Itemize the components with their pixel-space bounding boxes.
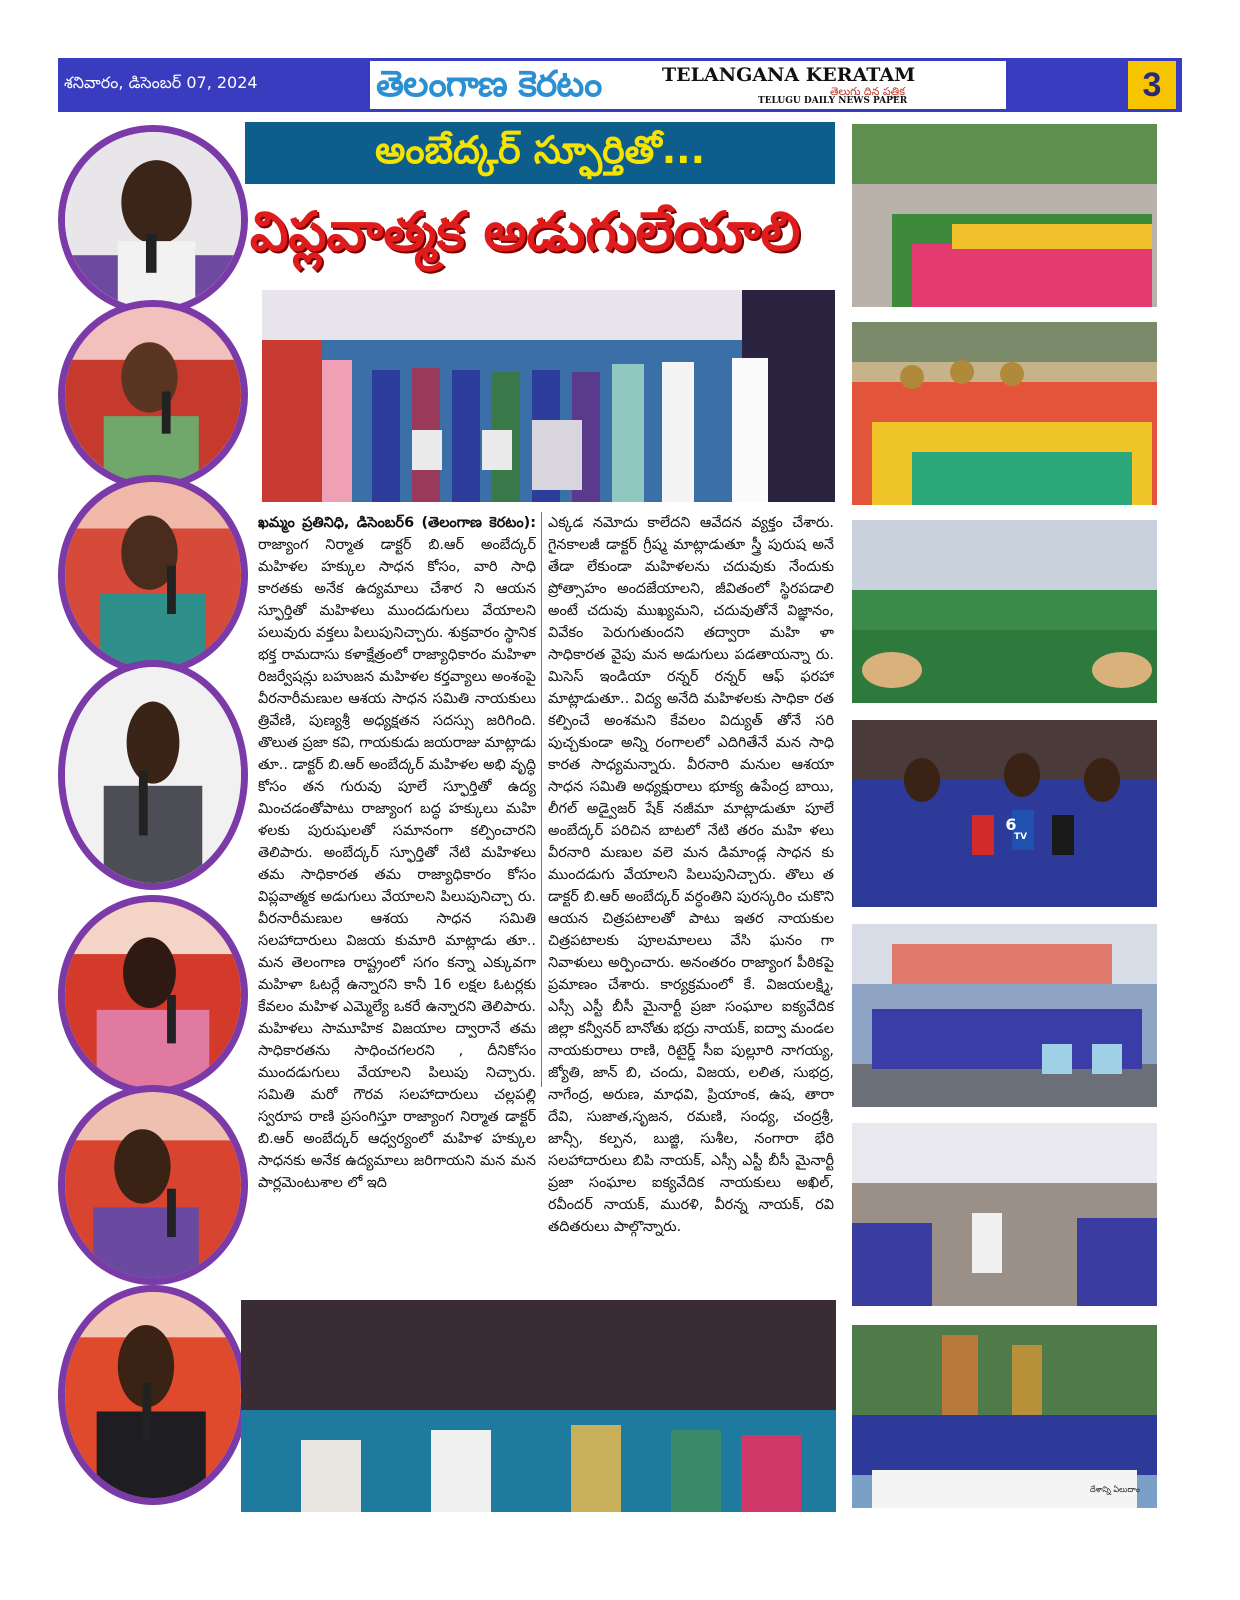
audience-photo-graphic bbox=[241, 1300, 836, 1512]
article-column-1-text: రాజ్యాంగ నిర్మాత డాక్టర్ బి.ఆర్ అంబేద్కర్ మహిళల హక్కుల సాధన కోసం, వారి సాధి కారతకు అనేక ఉద్యమాలు చేశార ని ఆయన స్ఫూర్తితో మహిళలు ముందడుగులు వేయాలని పలువురు వక్తలు పిలుపునిచ్చారు. శుక్రవారం స్థానిక భక్త రామదాసు కళాక్షేత్రంలో రాజ్యాధికారం మహిళా రిజర్వేషన్లు బహుజన మహిళల కర్తవ్యాలు అంశంపై వీరనారీమణుల ఆశయ సాధన సమితి నాయకులు త్రివేణి, పుణ్యశ్రీ అధ్యక్షతన సదస్సు జరిగింది. తొలుత ప్రజా కవి, గాయకుడు జయరాజు మాట్లాడు తూ.. డాక్టర్ బి.ఆర్ అంబేద్కర్ మహిళల అభి వృద్ధి కోసం తన గురువు పూలే స్ఫూర్తితో ఉద్య మించడంతోపాటు రాజ్యాంగ బద్ధ హక్కులు మహి ళలకు పురుషులతో సమానంగా కల్పించారని తెలిపారు. అంబేద్కర్ స్ఫూర్తితో నేటి మహిళలు తమ సాధికారత తమ రాజ్యాధికారం కోసం విప్లవాత్మక అడుగులు వేయాలని పిలుపునిచ్చా రు. వీరనారీమణుల ఆశయ సాధన సమితి సలహాదారులు విజయ కుమారి మాట్లాడు తూ.. మన తెలంగాణ రాష్ట్రంలో సగం కన్నా ఎక్కువగా మహిళా ఓటర్లే ఉన్నారని కానీ 16 లక్షల ఓటర్లకు కేవలం మహిళ ఎమ్మెల్యే ఒకరే ఉన్నారని తెలిపారు. మహిళలు సామూహిక విజయాల ద్వారానే తమ సాధికారతను సాధించగలరని , దీనికోసం ముందడుగులు వేయాలని పిలుపు నిచ్చారు. సమితి మరో గౌరవ సలహాదారులు చల్లపల్లి స్వరూప రాణి ప్రసంగిస్తూ రాజ్యాంగ నిర్మాత డాక్టర్ బి.ఆర్ అంబేద్కర్ ఆధ్వర్యంలో మహిళ హక్కుల సాధనకు అనేక ఉద్యమాలు జరిగాయని మన మన పార్లమెంటుశాల లో ఇది bbox=[258, 537, 536, 1191]
interview-photo-graphic bbox=[852, 720, 1157, 907]
portrait-photo-6 bbox=[65, 1092, 241, 1278]
headline-main: విప్లవాత్మక అడుగులేయాలి bbox=[249, 200, 801, 263]
portrait-speaker-5 bbox=[58, 895, 248, 1095]
portrait-speaker-2 bbox=[58, 300, 248, 490]
article-dateline: ఖమ్మం ప్రతినిధి, డిసెంబర్6 (తెలంగాణ కెరటం): bbox=[258, 515, 536, 531]
column-divider bbox=[541, 512, 542, 1087]
article-column-2 bbox=[548, 512, 834, 1238]
portrait-photo-7 bbox=[65, 1292, 241, 1498]
portrait-photo-3 bbox=[65, 482, 241, 668]
masthead-title-telugu: తెలంగాణ కెరటం bbox=[376, 64, 602, 105]
street-gathering-photo bbox=[852, 1123, 1157, 1306]
street-photo-graphic bbox=[852, 1123, 1157, 1306]
masthead bbox=[58, 58, 1182, 112]
masthead-title-english: TELANGANA KERATAM bbox=[662, 64, 916, 86]
audience-oath-photo bbox=[241, 1300, 836, 1512]
headline-kicker: అంబేద్కర్ స్ఫూర్తితో... bbox=[374, 128, 706, 172]
bonalu-procession-photo bbox=[852, 322, 1157, 505]
procession-photo bbox=[852, 124, 1157, 307]
masthead-tagline-telugu: తెలుగు దిన పత్రిక bbox=[830, 85, 906, 98]
statue-photo-graphic bbox=[852, 1325, 1157, 1508]
page-number-badge: 3 bbox=[1128, 61, 1176, 109]
statue-tribute-photo bbox=[852, 1325, 1157, 1508]
bonalu-photo-graphic bbox=[852, 322, 1157, 505]
drummers-photo-graphic bbox=[852, 520, 1157, 703]
stage-group-photo bbox=[262, 290, 835, 502]
portrait-speaker-7 bbox=[58, 1285, 248, 1505]
portrait-speaker-3 bbox=[58, 475, 248, 675]
tv-interview-photo bbox=[852, 720, 1157, 907]
drummers-photo bbox=[852, 520, 1157, 703]
portrait-speaker-6 bbox=[58, 1085, 248, 1285]
masthead-logo-box bbox=[370, 61, 1006, 109]
portrait-photo-2 bbox=[65, 307, 241, 483]
auditorium-stage-photo bbox=[852, 924, 1157, 1107]
tv-mic-logo-2: TV bbox=[1014, 832, 1028, 842]
masthead-tagline-english: TELUGU DAILY NEWS PAPER bbox=[758, 96, 908, 106]
issue-date: శనివారం, డిసెంబర్ 07, 2024 bbox=[64, 73, 258, 92]
article-column-2-text: ఎక్కడ నమోదు కాలేదని ఆవేదన వ్యక్తం చేశారు. గైనకాలజీ డాక్టర్ గ్రీష్మ మాట్లాడుతూ స్త్రీ పురుష అనే తేడా లేకుండా మహిళలను చదువుకు నేందుకు ప్రోత్సాహం అందజేయాలని, జీవితంలో స్థిరపడాలి అంటే చదువు ముఖ్యమని, చదువుతోనే విజ్ఞానం, వివేకం పెరుగుతుందని తద్వారా మహి ళా సాధికారత వైపు మన అడుగులు పడతాయన్నా రు. మిసెస్ ఇండియా రన్నర్ రన్నర్ ఆఫ్ ఫరహా మాట్లాడుతూ.. విద్య అనేది మహిళలకు సాధికా రత కల్పించే అంశమని కేవలం విద్యుత్ తోనే సరి పుచ్చకుండా అన్ని రంగాలలో ఎదిగితేనే మన సాధి కారత సాధ్యమన్నారు. వీరనారి మనుల ఆశయా సాధన సమితి అధ్యక్షురాలు భూక్య ఉపేంద్ర బాయి, లీగల్ అడ్వైజర్ షేక్ నజీమా మాట్లాడుతూ పూలే అంబేద్కర్ పరిచిన బాటలో నేటి తరం మహి ళలు వీరనారి మణుల వలె మన డిమాండ్ల సాధన కు ముందడుగు వేయాలని పిలుపునిచ్చారు. తొలు త డాక్టర్ బి.ఆర్ అంబేద్కర్ వర్ధంతిని పురస్కరిం చుకొని ఆయన చిత్రపటాలతో పాటు ఇతర నాయకుల చిత్రపటాలకు పూలమాలలు వేసి ఘనం గా నివాళులు అర్పించారు. అనంతరం రాజ్యాంగ పీఠికపై ప్రమాణం చేశారు. కార్యక్రమంలో కే. విజయలక్ష్మి, ఎస్సీ ఎస్టీ బీసీ మైనార్టీ ప్రజా సంఘాల ఐక్యవేదిక జిల్లా కన్వీనర్ బానోతు భద్రు నాయక్, ఐద్వా మండల నాయకురాలు రాణి, రిటైర్డ్ సీఐ పుల్లూరి నాగయ్య, జ్యోతి, జాన్ బి, చందు, విజయ, లలిత, సుభద్ర, నాగేంద్ర, అరుణ, మాధవి, ప్రియాంక, ఉష, తారా దేవి, సుజాత,సృజన, రమణి, సంధ్య, చంద్రశ్రీ, జాన్సీ, కల్పన, బుజ్జి, సుశీల, నంగారా భేరి సలహాదారులు బిపి నాయక్, ఎస్సీ ఎస్టీ బీసీ మైనార్టీ ప్రజా సంఘాల ఐక్యవేదిక నాయకులు అఖిల్, రవీందర్ నాయక్, మురళి, వీరన్న నాయక్, రవి తదితరులు పాల్గొన్నారు. bbox=[548, 515, 834, 1235]
procession-photo-graphic bbox=[852, 124, 1157, 307]
tv-mic-logo-1: 6 bbox=[1005, 815, 1017, 834]
portrait-photo-4 bbox=[65, 667, 241, 883]
stage-photo-graphic bbox=[262, 290, 835, 502]
auditorium-photo-graphic bbox=[852, 924, 1157, 1107]
portrait-speaker-4 bbox=[58, 660, 248, 890]
banner-caption: దేశాన్ని ఏలుదాం bbox=[1090, 1485, 1140, 1494]
article-column-1 bbox=[258, 512, 536, 1194]
portrait-photo-5 bbox=[65, 902, 241, 1088]
headline-band bbox=[245, 122, 835, 184]
